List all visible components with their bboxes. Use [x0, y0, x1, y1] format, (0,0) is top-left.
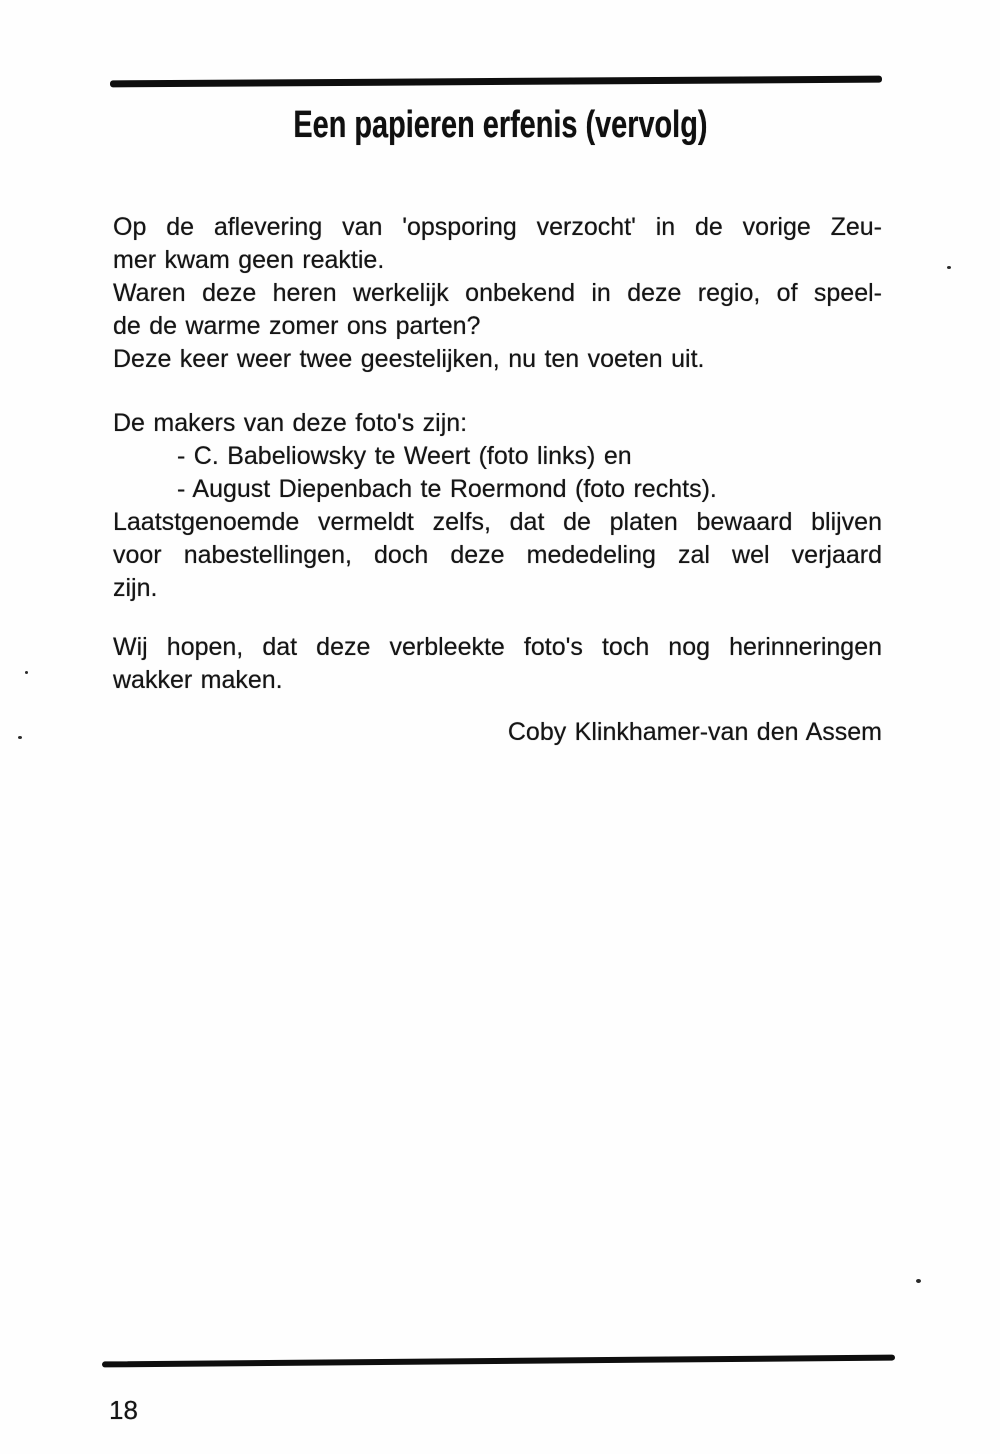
text-line: voor nabestellingen, doch deze mededeling zal wel verjaard: [113, 541, 882, 569]
signature: Coby Klinkhamer-van den Assem: [507, 718, 882, 746]
page-title: [0, 103, 1000, 147]
paragraph-3: [113, 631, 882, 697]
top-rule: [110, 76, 882, 88]
paragraph-2: [113, 407, 882, 605]
paragraph-1: [113, 211, 882, 376]
text-line: zijn.: [113, 574, 158, 602]
text-line: wakker maken.: [113, 666, 283, 694]
bottom-rule: [102, 1355, 895, 1368]
text-line: mer kwam geen reaktie.: [113, 246, 385, 274]
list-item-line: - C. Babeliowsky te Weert (foto links) en: [177, 442, 632, 470]
scan-speck: [947, 266, 951, 269]
text-line: Wij hopen, dat deze verbleekte foto's toch nog herinneringen: [113, 633, 882, 661]
text-line: Op de aflevering van 'opsporing verzocht' in de vorige Zeu-: [113, 213, 882, 241]
scan-speck: [25, 671, 28, 674]
scan-speck: [18, 736, 22, 739]
text-line: Deze keer weer twee geestelijken, nu ten voeten uit.: [113, 345, 705, 373]
body-text: [113, 211, 882, 749]
text-line: Waren deze heren werkelijk onbekend in deze regio, of speel-: [113, 279, 882, 307]
list-item-line: - August Diepenbach te Roermond (foto rechts).: [177, 475, 717, 503]
text-line: De makers van deze foto's zijn:: [113, 409, 468, 437]
text-line: de de warme zomer ons parten?: [113, 312, 481, 340]
page-number: 18: [109, 1395, 138, 1425]
page-title-text: Een papieren erfenis (vervolg): [292, 104, 708, 146]
text-line: Laatstgenoemde vermeldt zelfs, dat de platen bewaard blijven: [113, 508, 882, 536]
scan-speck: [916, 1279, 921, 1283]
